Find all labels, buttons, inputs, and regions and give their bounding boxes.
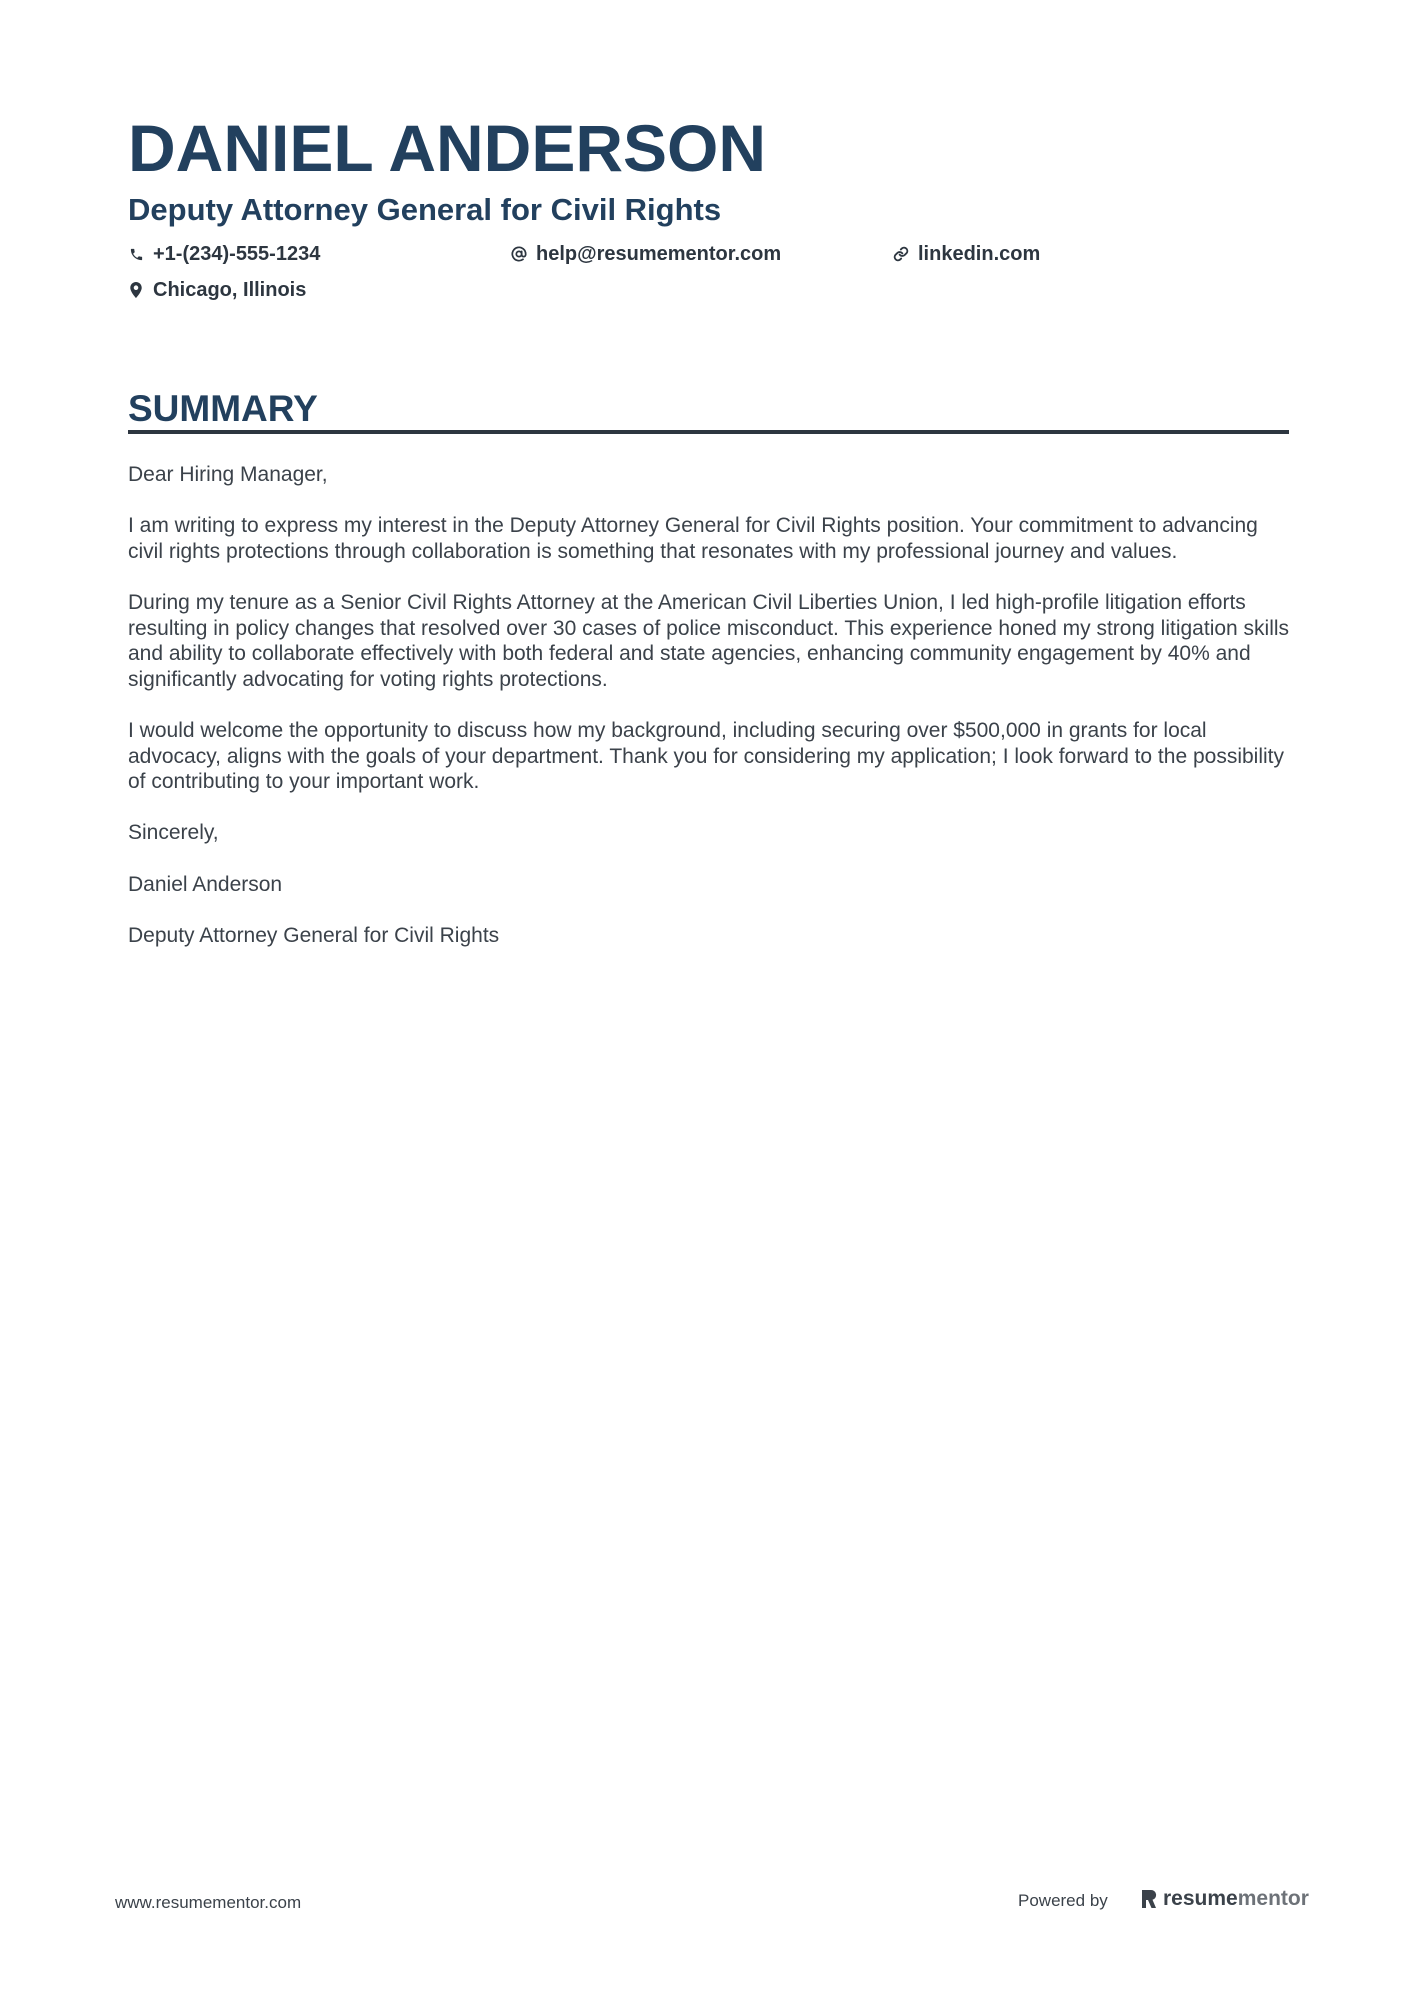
location-text: Chicago, Illinois bbox=[153, 279, 307, 301]
contact-location bbox=[128, 277, 306, 303]
brand-name-light: mentor bbox=[1237, 1887, 1309, 1910]
footer-website[interactable]: www.resumementor.com bbox=[115, 1893, 302, 1912]
map-pin-icon bbox=[128, 282, 144, 298]
link-text[interactable]: linkedin.com bbox=[918, 243, 1041, 265]
contact-email bbox=[511, 241, 781, 267]
at-sign-icon bbox=[511, 246, 527, 262]
summary-heading: SUMMARY bbox=[128, 388, 318, 429]
brand-name-bold: resume bbox=[1163, 1887, 1238, 1910]
section-divider bbox=[128, 430, 1289, 434]
link-icon bbox=[893, 246, 909, 262]
letter-paragraph: During my tenure as a Senior Civil Rights Attorney at the American Civil Liberties Union, I led high-profile litigation efforts resulting in policy changes that resolved over 30 cases of police misconduct. This experience honed my strong litigation skills and ability to collaborate effectively with both federal and state agencies, enhancing community engagement by 40% and significantly advocating for voting rights protections. bbox=[128, 590, 1290, 691]
closing: Sincerely, bbox=[128, 821, 219, 845]
signature-title: Deputy Attorney General for Civil Rights bbox=[128, 923, 500, 947]
contact-phone bbox=[128, 241, 320, 267]
resumementor-logo-icon bbox=[1140, 1888, 1158, 1910]
salutation: Dear Hiring Manager, bbox=[128, 463, 328, 486]
job-title: Deputy Attorney General for Civil Rights bbox=[128, 192, 722, 227]
letter-paragraph: I would welcome the opportunity to discuss how my background, including securing over $500,000 in grants for local advocacy, aligns with the goals of your department. Thank you for considering my application; I look forward to the possibility of contributing to your important work. bbox=[128, 718, 1284, 794]
letter-body bbox=[128, 462, 1298, 974]
phone-icon bbox=[128, 246, 144, 262]
candidate-name: DANIEL ANDERSON bbox=[128, 111, 767, 185]
powered-by-label: Powered by bbox=[1018, 1891, 1108, 1910]
signature-name: Daniel Anderson bbox=[128, 872, 283, 896]
contact-link bbox=[893, 241, 1040, 267]
letter-paragraph: I am writing to express my interest in the Deputy Attorney General for Civil Rights position. Your commitment to advancing civil rights protections through collaboration is something that resonates with my professional journey and values. bbox=[128, 514, 1258, 563]
email-text[interactable]: help@resumementor.com bbox=[536, 243, 782, 265]
brand-logo[interactable] bbox=[1140, 1885, 1309, 1913]
phone-text: +1-(234)-555-1234 bbox=[153, 243, 321, 265]
